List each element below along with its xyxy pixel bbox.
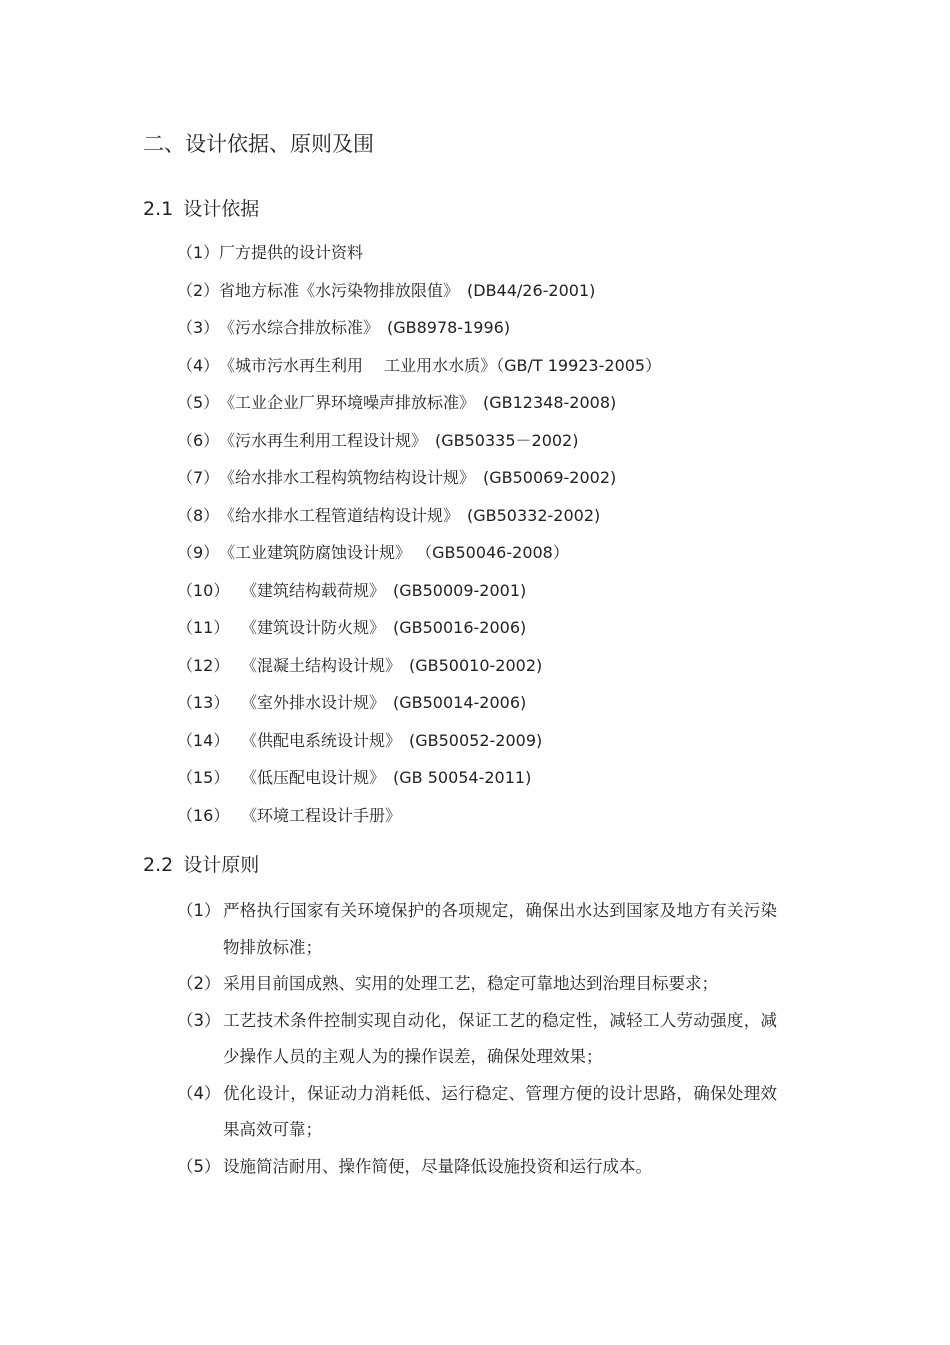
- item-number: （9）: [177, 543, 220, 562]
- section-title: 设计依据: [183, 198, 260, 220]
- item-text: 工艺技术条件控制实现自动化，保证工艺的稳定性，减轻工人劳动强度，减少操作人员的主观人为的操作误差，确保处理效果；: [223, 1010, 777, 1066]
- item-text: 《低压配电设计规》 (GB 50054-2011): [241, 768, 532, 787]
- list-item: [177, 1003, 777, 1076]
- item-text: 《建筑设计防火规》 (GB50016-2006): [241, 618, 527, 637]
- item-text: 《给水排水工程管道结构设计规》 (GB50332-2002): [219, 505, 601, 525]
- item-text: 《建筑结构载荷规》 (GB50009-2001): [241, 580, 527, 600]
- list-item: [177, 538, 661, 576]
- item-number: （4）: [177, 355, 220, 375]
- section-number: 2.2: [143, 854, 174, 876]
- item-text: 严格执行国家有关环境保护的各项规定，确保出水达到国家及地方有关污染物排放标准；: [223, 901, 777, 957]
- item-text: 优化设计，保证动力消耗低、运行稳定、管理方便的设计思路，确保处理效果高效可靠；: [223, 1083, 777, 1139]
- list-item: [177, 1076, 777, 1149]
- item-number: （13）: [177, 693, 230, 712]
- section-heading-basis: [143, 195, 259, 223]
- list-item: [177, 426, 661, 464]
- list-item: [177, 576, 661, 614]
- list-item: [177, 726, 661, 764]
- list-item: [177, 651, 661, 689]
- list-item: [177, 313, 661, 351]
- item-text: 《给水排水工程构筑物结构设计规》 (GB50069-2002): [219, 468, 617, 487]
- list-item: [177, 801, 661, 839]
- list-item: [177, 763, 661, 801]
- principles-list: [177, 893, 777, 1185]
- list-item: [177, 688, 661, 726]
- item-number: （1）: [177, 243, 220, 262]
- list-item: [177, 966, 777, 1003]
- section-number: 2.1: [143, 198, 174, 220]
- item-number: （8）: [177, 505, 220, 525]
- item-number: （11）: [177, 618, 230, 637]
- list-item: [177, 238, 661, 276]
- list-item: [177, 1149, 777, 1186]
- item-text: 厂方提供的设计资料: [219, 243, 364, 262]
- item-number: （15）: [177, 768, 230, 787]
- item-number: （2）: [177, 280, 220, 300]
- item-text: 《污水再生利用工程设计规》 (GB50335－2002): [219, 430, 579, 450]
- list-item: [177, 893, 777, 966]
- item-number: （5）: [177, 1156, 221, 1176]
- item-text: 《工业企业厂界环境噪声排放标准》 (GB12348-2008): [219, 393, 617, 412]
- item-number: （14）: [177, 730, 230, 750]
- item-number: （6）: [177, 430, 220, 450]
- list-item: [177, 463, 661, 501]
- item-number: （12）: [177, 655, 230, 675]
- item-number: （4）: [177, 1083, 221, 1103]
- item-number: （3）: [177, 318, 220, 337]
- item-text: 《工业建筑防腐蚀设计规》 （GB50046-2008）: [219, 543, 569, 562]
- item-number: （10）: [177, 580, 230, 600]
- item-text: 《环境工程设计手册》: [241, 805, 402, 825]
- item-text: 《污水综合排放标准》 (GB8978-1996): [219, 318, 511, 337]
- section-title: 设计原则: [183, 854, 260, 876]
- item-number: （16）: [177, 805, 230, 825]
- item-text: 省地方标准《水污染物排放限值》 (DB44/26-2001): [219, 280, 596, 300]
- item-number: （7）: [177, 468, 220, 487]
- item-text: 《城市污水再生利用 工业用水水质》（GB/T 19923-2005）: [219, 355, 662, 375]
- item-text: 设施简洁耐用、操作简便，尽量降低设施投资和运行成本。: [223, 1156, 652, 1176]
- list-item: [177, 501, 661, 539]
- list-item: [177, 613, 661, 651]
- item-number: （5）: [177, 393, 220, 412]
- basis-list: [177, 238, 661, 838]
- item-text: 《室外排水设计规》 (GB50014-2006): [241, 693, 527, 712]
- item-text: 《混凝土结构设计规》 (GB50010-2002): [241, 655, 543, 675]
- item-number: （3）: [177, 1010, 221, 1030]
- item-number: （2）: [177, 974, 221, 993]
- chapter-title: 二、设计依据、原则及围: [143, 132, 374, 156]
- item-text: 采用目前国成熟、实用的处理工艺，稳定可靠地达到治理目标要求；: [223, 974, 718, 993]
- item-number: （1）: [177, 901, 221, 920]
- section-heading-principles: [143, 851, 259, 879]
- list-item: [177, 351, 661, 389]
- item-text: 《供配电系统设计规》 (GB50052-2009): [241, 730, 543, 750]
- list-item: [177, 276, 661, 314]
- list-item: [177, 388, 661, 426]
